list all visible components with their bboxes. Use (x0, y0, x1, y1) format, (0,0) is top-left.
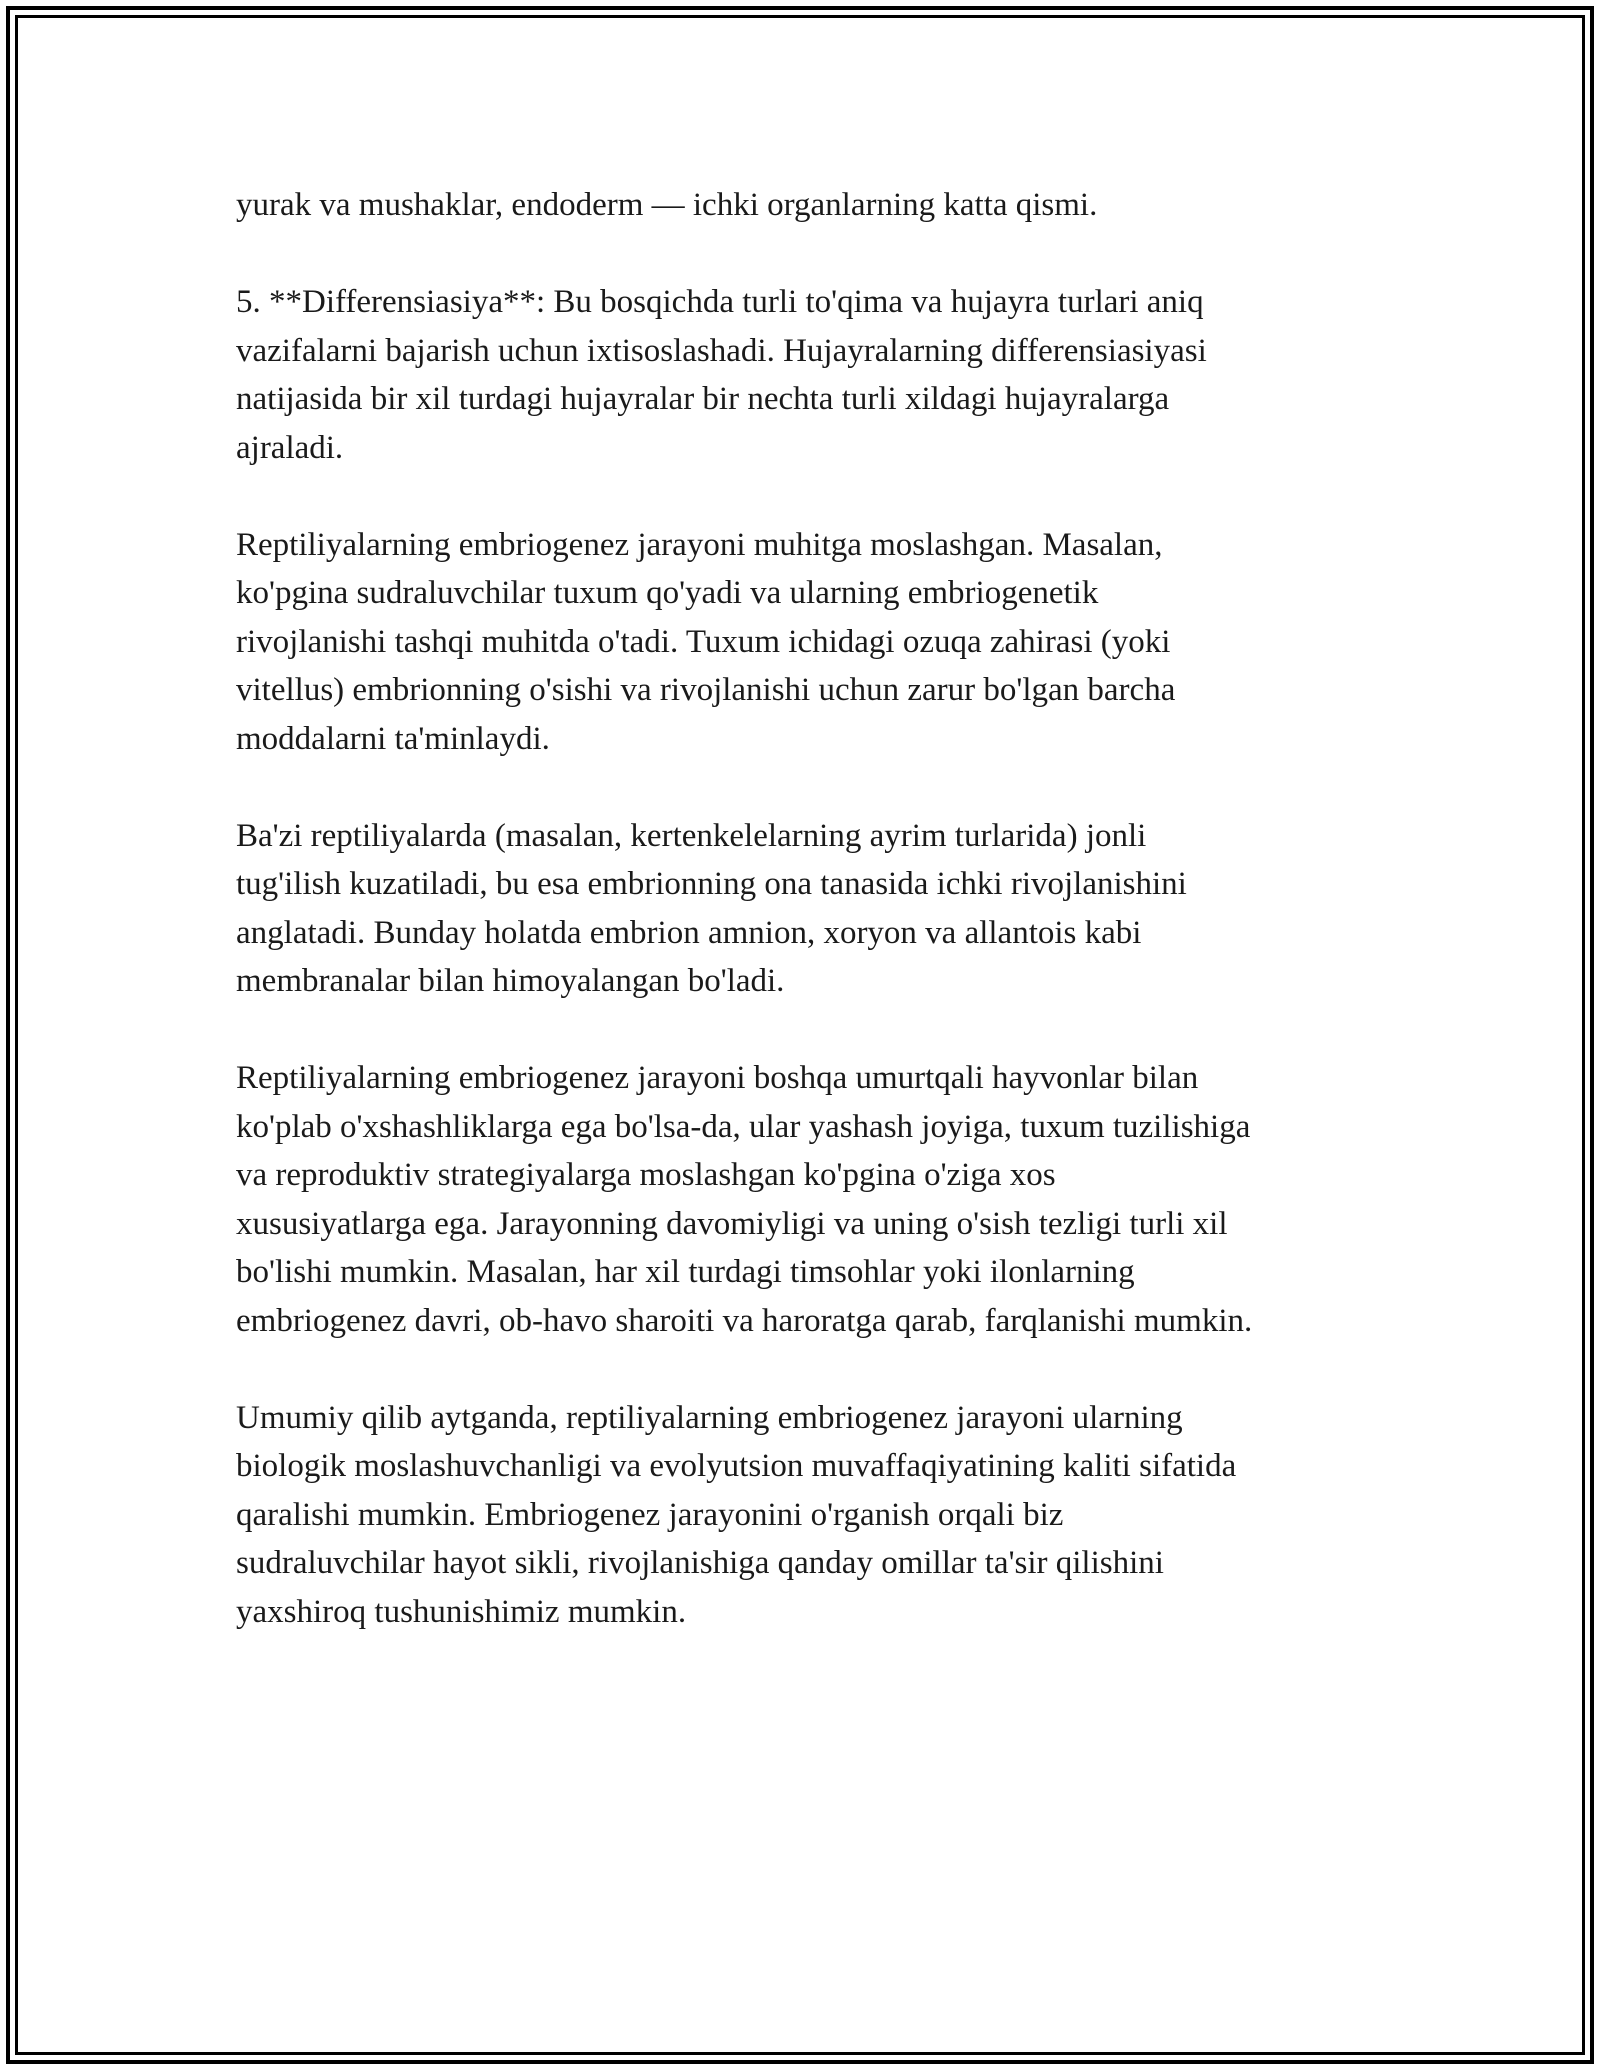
paragraph-continuation: yurak va mushaklar, endoderm — ichki organlarning katta qismi. (236, 187, 1098, 223)
paragraph-differentiation: 5. **Differensiasiya**: Bu bosqichda turli to'qima va hujayra turlari aniq vazifalarni bajarish uchun ixtisoslashadi. Hujayralarning differensiasiyasi natijasida bir xil turdagi hujayralar bir nechta turli xildagi hujayralarga ajraladi. (236, 284, 1207, 466)
paragraph-live-birth: Ba'zi reptiliyalarda (masalan, kertenkelelarning ayrim turlarida) jonli tug'ilish kuzatiladi, bu esa embrionning ona tanasida ichki rivojlanishini anglatadi. Bunday holatda embrion amnion, xoryon va allantois kabi membranalar bilan himoyalangan bo'ladi. (236, 817, 1187, 999)
paragraph-conclusion: Umumiy qilib aytganda, reptiliyalarning embriogenez jarayoni ularning biologik moslashuvchanligi va evolyutsion muvaffaqiyatining kaliti sifatida qaralishi mumkin. Embriogenez jarayonini o'rganish orqali biz sudraluvchilar hayot sikli, rivojlanishiga qanday omillar ta'sir qilishini yaxshiroq tushunishimiz mumkin. (236, 1399, 1237, 1630)
paragraph-adaptation: Reptiliyalarning embriogenez jarayoni muhitga moslashgan. Masalan, ko'pgina sudraluvchilar tuxum qo'yadi va ularning embriogenetik rivojlanishi tashqi muhitda o'tadi. Tuxum ichidagi ozuqa zahirasi (yoki vitellus) embrionning o'sishi va rivojlanishi uchun zarur bo'lgan barcha moddalarni ta'minlaydi. (236, 526, 1176, 757)
paragraph-comparison: Reptiliyalarning embriogenez jarayoni boshqa umurtqali hayvonlar bilan ko'plab o'xshashliklarga ega bo'lsa-da, ular yashash joyiga, tuxum tuzilishiga va reproduktiv strategiyalarga moslashgan ko'pgina o'ziga xos xususiyatlarga ega. Jarayonning davomiyligi va uning o'sish tezligi turli xil bo'lishi mumkin. Masalan, har xil turdagi timsohlar yoki ilonlarning embriogenez davri, ob-havo sharoiti va haroratga qarab, farqlanishi mumkin. (236, 1060, 1253, 1339)
document-body (236, 181, 1386, 1685)
